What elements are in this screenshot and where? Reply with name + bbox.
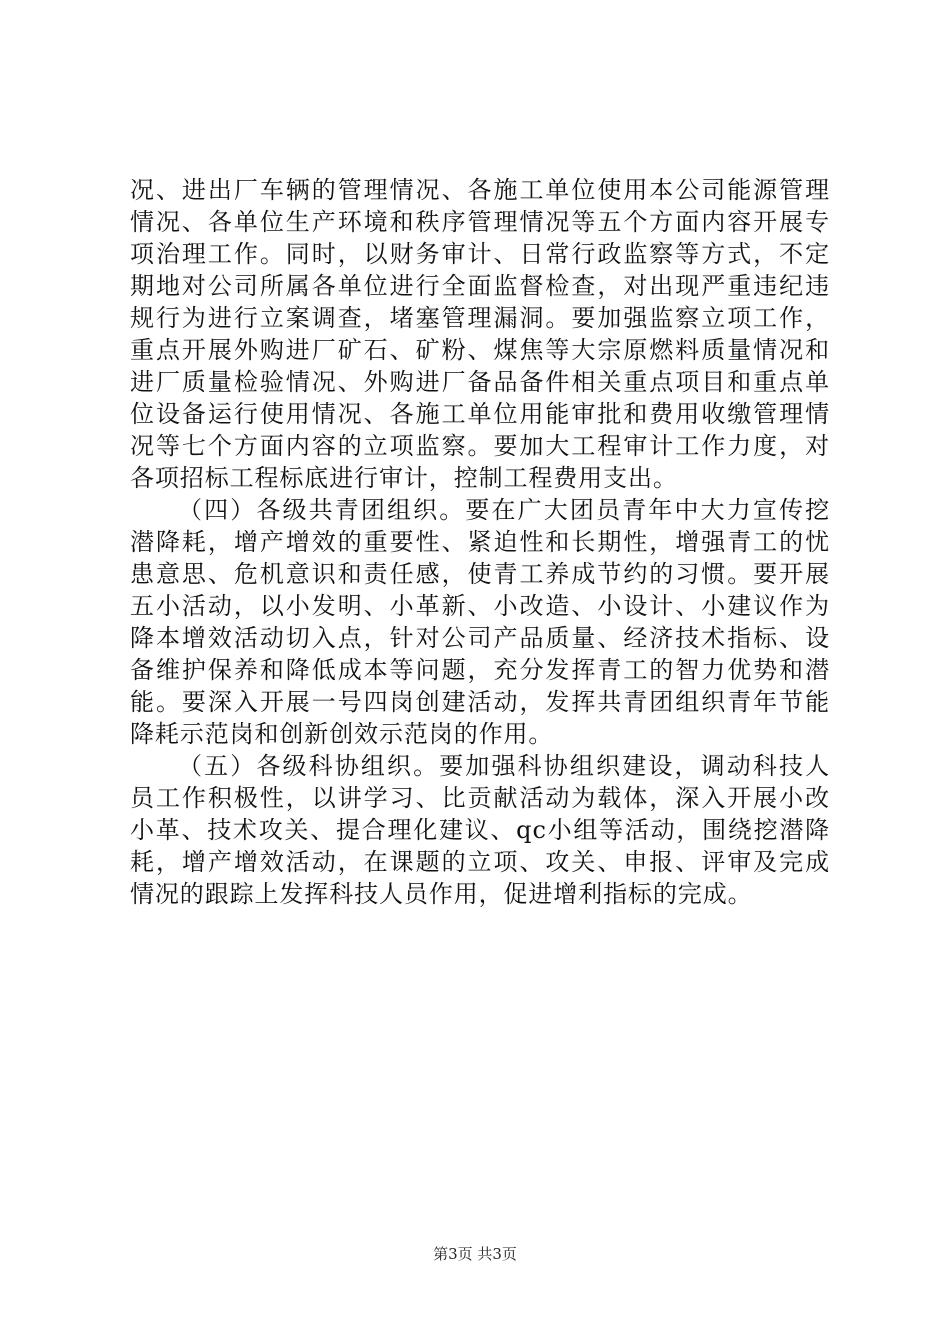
paragraph-continued xyxy=(130,174,830,494)
text-line: 五小活动，以小发明、小革新、小改造、小设计、小建议作为 xyxy=(130,592,830,620)
text-line: 位设备运行使用情况、各施工单位用能审批和费用收缴管理情 xyxy=(130,400,830,428)
text-line: 小革、技术攻关、提合理化建议、qc小组等活动，围绕挖潜降 xyxy=(130,816,830,844)
text-line: 情况的跟踪上发挥科技人员作用，促进增利指标的完成。 xyxy=(130,880,753,908)
page-number-footer: 第3页 共3页 xyxy=(433,1245,517,1263)
paragraph-science-association xyxy=(130,750,830,910)
text-line: （五）各级科协组织。要加强科协组织建设，调动科技人 xyxy=(178,752,830,780)
text-line: 降本增效活动切入点，针对公司产品质量、经济技术指标、设 xyxy=(130,624,830,652)
text-line: 备维护保养和降低成本等问题，充分发挥青工的智力优势和潜 xyxy=(130,656,830,684)
text-line: 潜降耗，增产增效的重要性、紧迫性和长期性，增强青工的忧 xyxy=(130,528,830,556)
text-line: 况等七个方面内容的立项监察。要加大工程审计工作力度，对 xyxy=(130,432,830,460)
paragraph-youth-league xyxy=(130,494,830,750)
text-line: 能。要深入开展一号四岗创建活动，发挥共青团组织青年节能 xyxy=(130,688,830,716)
text-line: 各项招标工程标底进行审计，控制工程费用支出。 xyxy=(130,464,678,492)
text-line: 况、进出厂车辆的管理情况、各施工单位使用本公司能源管理 xyxy=(130,176,830,204)
text-line: 员工作积极性，以讲学习、比贡献活动为载体，深入开展小改 xyxy=(130,784,830,812)
document-body xyxy=(130,174,830,910)
text-line: 情况、各单位生产环境和秩序管理情况等五个方面内容开展专 xyxy=(130,208,830,236)
text-line: 项治理工作。同时，以财务审计、日常行政监察等方式，不定 xyxy=(130,240,830,268)
text-line: 降耗示范岗和创新创效示范岗的作用。 xyxy=(130,720,554,748)
text-line: 规行为进行立案调查，堵塞管理漏洞。要加强监察立项工作， xyxy=(130,304,830,332)
text-line: 耗，增产增效活动，在课题的立项、攻关、申报、评审及完成 xyxy=(130,848,830,876)
text-line: 重点开展外购进厂矿石、矿粉、煤焦等大宗原燃料质量情况和 xyxy=(130,336,830,364)
text-line: 患意思、危机意识和责任感，使青工养成节约的习惯。要开展 xyxy=(130,560,830,588)
text-line: 进厂质量检验情况、外购进厂备品备件相关重点项目和重点单 xyxy=(130,368,830,396)
text-line: （四）各级共青团组织。要在广大团员青年中大力宣传挖 xyxy=(178,496,830,524)
text-line: 期地对公司所属各单位进行全面监督检查，对出现严重违纪违 xyxy=(130,272,830,300)
